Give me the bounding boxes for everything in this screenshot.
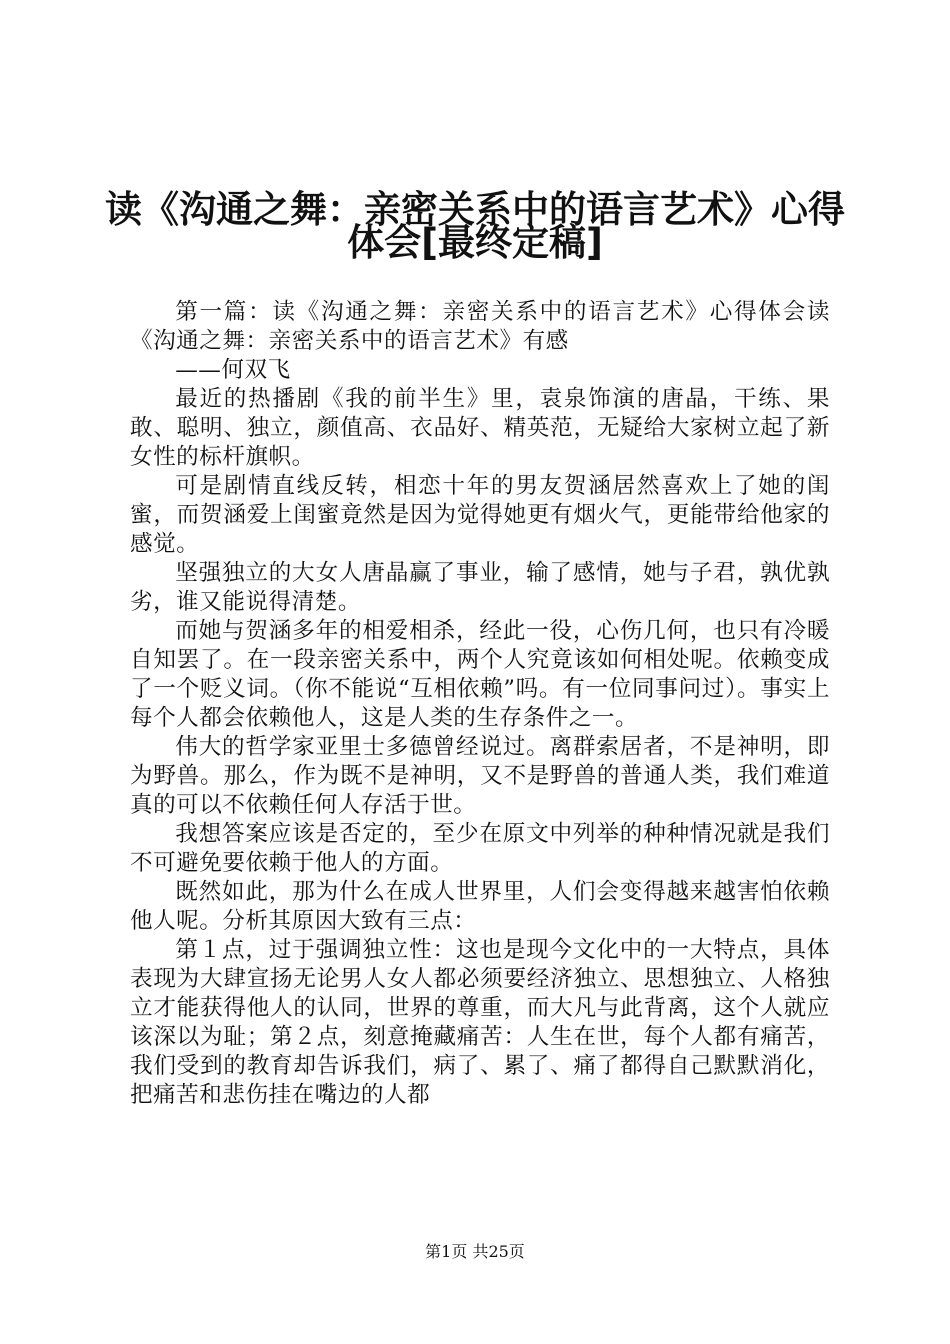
document-title-line-2: 体会[最终定稿] — [347, 221, 603, 264]
document-body — [130, 298, 830, 1110]
paragraph: 可是剧情直线反转，相恋十年的男友贺涵居然喜欢上了她的闺蜜，而贺涵爱上闺蜜竟然是因为觉得她更有烟火气，更能带给他家的感觉。 — [130, 473, 830, 557]
page-footer: 第1页 共25页 — [425, 1242, 525, 1261]
paragraph: 最近的热播剧《我的前半生》里，袁泉饰演的唐晶，干练、果敢、聪明、独立，颜值高、衣品好、精英范，无疑给大家树立起了新女性的标杆旗帜。 — [130, 386, 830, 470]
paragraph: 第一篇：读《沟通之舞：亲密关系中的语言艺术》心得体会读《沟通之舞：亲密关系中的语言艺术》有感 — [130, 299, 830, 354]
paragraph: 坚强独立的大女人唐晶赢了事业，输了感情，她与子君，孰优孰劣，谁又能说得清楚。 — [130, 560, 830, 615]
paragraph: 我想答案应该是否定的，至少在原文中列举的种种情况就是我们不可避免要依赖于他人的方面。 — [130, 821, 830, 876]
paragraph: 而她与贺涵多年的相爱相杀，经此一役，心伤几何，也只有冷暖自知罢了。在一段亲密关系中，两个人究竟该如何相处呢。依赖变成了一个贬义词。（你不能说“互相依赖”吗。有一位同事问过）。事实上每个人都会依赖他人，这是人类的生存条件之一。 — [130, 618, 830, 731]
author-signature: ——何双飞 — [175, 357, 291, 383]
paragraph: 第１点，过于强调独立性：这也是现今文化中的一大特点，具体表现为大肆宣扬无论男人女人都必须要经济独立、思想独立、人格独立才能获得他人的认同，世界的尊重，而大凡与此背离，这个人就应该深以为耻；第２点，刻意掩藏痛苦：人生在世，每个人都有痛苦，我们受到的教育却告诉我们，病了、累了、痛了都得自己默默消化，把痛苦和悲伤挂在嘴边的人都 — [130, 937, 830, 1108]
document-title-line-1: 读《沟通之舞：亲密关系中的语言艺术》心得 — [105, 188, 845, 231]
paragraph: 伟大的哲学家亚里士多德曾经说过。离群索居者，不是神明，即为野兽。那么，作为既不是神明，又不是野兽的普通人类，我们难道真的可以不依赖任何人存活于世。 — [130, 734, 830, 818]
paragraph: 既然如此，那为什么在成人世界里，人们会变得越来越害怕依赖他人呢。分析其原因大致有三点： — [130, 879, 830, 934]
